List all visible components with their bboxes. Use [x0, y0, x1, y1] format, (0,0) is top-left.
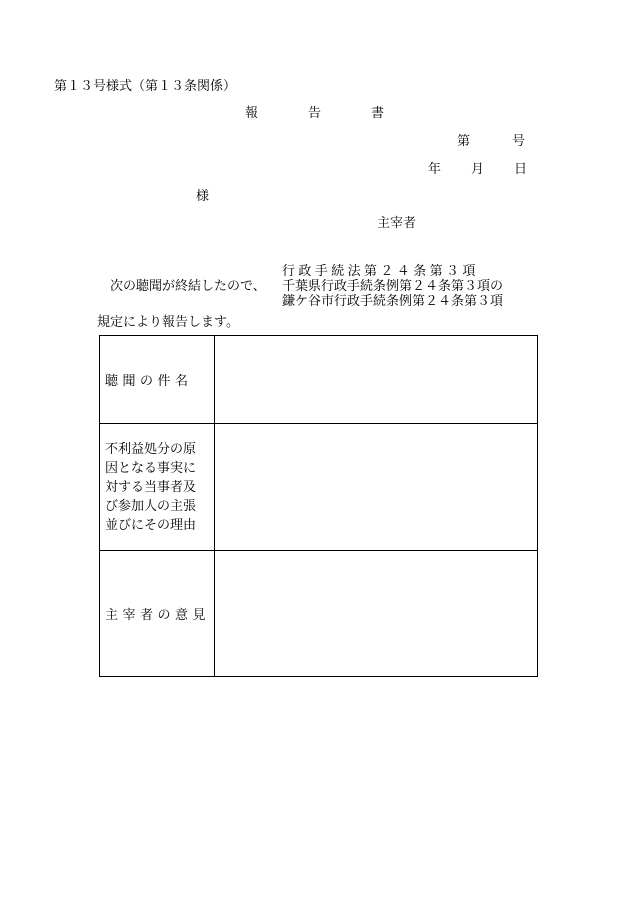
label-presider-opinion	[100, 551, 215, 677]
title-char-1: 報	[245, 106, 259, 121]
law-option-1: 行政手続法第２４条第３項	[282, 264, 479, 279]
field-presider-opinion[interactable]	[215, 551, 538, 677]
label-line-4: び参加人の主張	[105, 498, 197, 514]
title-char-2: 告	[308, 106, 322, 121]
law-option-3: 鎌ケ谷市行政手続条例第２４条第３項	[282, 294, 504, 309]
document-number-line	[457, 135, 525, 148]
label-line-2: 因となる事実に	[105, 460, 197, 476]
field-hearing-title[interactable]	[215, 336, 538, 424]
date-line	[428, 163, 527, 176]
table-row-facts-and-claims	[100, 424, 538, 551]
document-title	[245, 107, 384, 120]
date-year: 年	[428, 162, 442, 177]
doc-number-prefix: 第	[457, 134, 471, 149]
title-char-3: 書	[371, 106, 385, 121]
label-hearing-title-text: 聴聞の件名	[105, 374, 193, 389]
label-line-1: 不利益処分の原	[105, 441, 197, 457]
doc-number-suffix: 号	[512, 134, 526, 149]
label-line-5: 並びにその理由	[105, 517, 197, 533]
date-day: 日	[514, 162, 528, 177]
date-month: 月	[471, 162, 485, 177]
form-number: 第１３号様式（第１３条関係）	[54, 79, 237, 94]
table-row-hearing-title	[100, 336, 538, 424]
addressee-suffix: 様	[196, 189, 210, 204]
label-line-3: 対する当事者及	[105, 479, 197, 495]
field-facts-and-claims[interactable]	[215, 424, 538, 551]
label-hearing-title	[100, 336, 215, 424]
body-lead-text: 次の聴聞が終結したので、	[110, 279, 266, 294]
label-facts-and-claims	[100, 424, 215, 551]
presider-label: 主宰者	[377, 216, 417, 231]
law-option-2: 千葉県行政手続条例第２４条第３項の	[282, 279, 504, 294]
body-end-text: 規定により報告します。	[97, 315, 239, 330]
label-presider-opinion-text: 主宰者の意見	[105, 608, 211, 623]
table-row-presider-opinion	[100, 551, 538, 677]
report-table	[99, 335, 538, 677]
